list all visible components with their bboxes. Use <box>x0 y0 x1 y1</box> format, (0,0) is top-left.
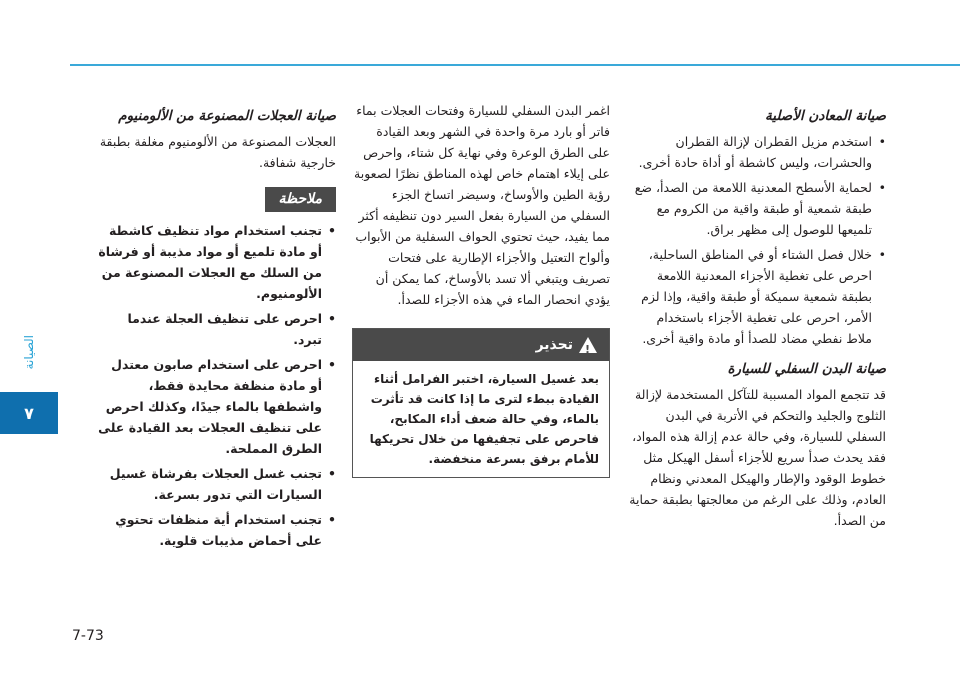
list-item: • تجنب استخدام مواد تنظيف كاشطة أو مادة تلميع أو مواد مذيبة أو فرشاة من السلك مع العجلات المصنوعة من الألومنيوم. <box>96 220 336 304</box>
list-item: • خلال فصل الشتاء أو في المناطق الساحلية، احرص على تغطية الأجزاء المعدنية اللامعة بطبقة شمعية سميكة أو طبقة واقية، وإذا لزم الأمر، احرص على تغطية الأجزاء باستخدام ملاط نفطي مضاد للصدأ أو مادة واقية أخرى. <box>628 244 886 349</box>
metal-care-list <box>628 131 886 349</box>
list-item: • احرص على تنظيف العجلة عندما تبرد. <box>96 308 336 350</box>
middle-column <box>352 100 610 478</box>
page-number: 7-73 <box>72 628 104 644</box>
warning-header <box>353 329 609 361</box>
underbody-wash-paragraph: اغمر البدن السفلي للسيارة وفتحات العجلات بماء فاتر أو بارد مرة واحدة في الشهر وبعد القيادة على الطرق الوعرة وفي نهاية كل شتاء، واحرص على إيلاء اهتمام خاص لهذه المناطق نظرًا لصعوبة رؤية الطين والأوساخ، وسيضر اتساخ الجزء السفلي من السيارة بفعل السير دون تنظيفه أكثر مما يفيد، حيث تحتوي الحواف السفلية من الأبواب وألواح التعتيل والأجزاء الإطارية على فتحات تصريف ويتبغي ألا تسد بالأوساخ، كما يمكن أن يؤدي انحصار الماء في هذه الأجزاء للصدأ. <box>354 103 610 307</box>
warning-title: تحذير <box>535 336 573 353</box>
aluminum-paragraph: العجلات المصنوعة من الألومنيوم مغلفة بطبقة خارجية شفافة. <box>99 134 336 170</box>
warning-text: بعد غسيل السيارة، اختبر الفرامل أثناء القيادة ببطء لترى ما إذا كانت قد تأثرت بالماء، وفي حالة ضعف أداء المكابح، فاحرص على تجفيفها من خلال تحريكها للأمام برفق بسرعة منخفضة. <box>369 372 599 466</box>
heading-aluminum-wheels: صيانة العجلات المصنوعة من الألومنيوم <box>118 108 336 124</box>
sidebar <box>0 0 58 685</box>
list-item: • تجنب غسل العجلات بفرشاة غسيل السيارات التي تدور بسرعة. <box>96 463 336 505</box>
left-column <box>96 100 336 555</box>
chapter-tab: ٧ <box>0 392 58 434</box>
heading-metal-care: صيانة المعادن الأصلية <box>765 108 886 124</box>
warning-box <box>352 328 610 478</box>
aluminum-care-list <box>96 220 336 551</box>
heading-underbody-care: صيانة البدن السفلي للسيارة <box>727 361 886 377</box>
warning-icon <box>579 337 597 353</box>
underbody-paragraph: قد تتجمع المواد المسببة للتآكل المستخدمة لإزالة الثلوج والجليد والتحكم في الأتربة في البدن السفلي للسيارة، وفي حالة عدم إزالة هذه المواد، فقد يحدث صدأ سريع للأجزاء أسفل الهيكل مثل خطوط الوقود والإطار والهيكل المعدني ونظام العادم، وذلك على الرغم من معالجتها بطبقة حماية من الصدأ. <box>629 387 886 528</box>
header-rule <box>70 64 960 66</box>
list-item: • احرص على استخدام صابون معتدل أو مادة منظفة محايدة فقط، واشطفها بالماء جيدًا، وكذلك احرص على تنظيف العجلات بعد القيادة على الطرق المملحة. <box>96 354 336 459</box>
list-item: • استخدم مزيل القطران لإزالة القطران والحشرات، وليس كاشطة أو أداة حادة أخرى. <box>628 131 886 173</box>
right-column <box>628 100 886 535</box>
section-label: الصيانة <box>22 335 36 370</box>
note-badge: ملاحظة <box>265 187 337 212</box>
list-item: • تجنب استخدام أية منظفات تحتوي على أحماض مذيبات قلوية. <box>96 509 336 551</box>
list-item: • لحماية الأسطح المعدنية اللامعة من الصدأ، ضع طبقة شمعية أو طبقة واقية من الكروم مع تلميعها للوصول إلى مظهر براق. <box>628 177 886 240</box>
